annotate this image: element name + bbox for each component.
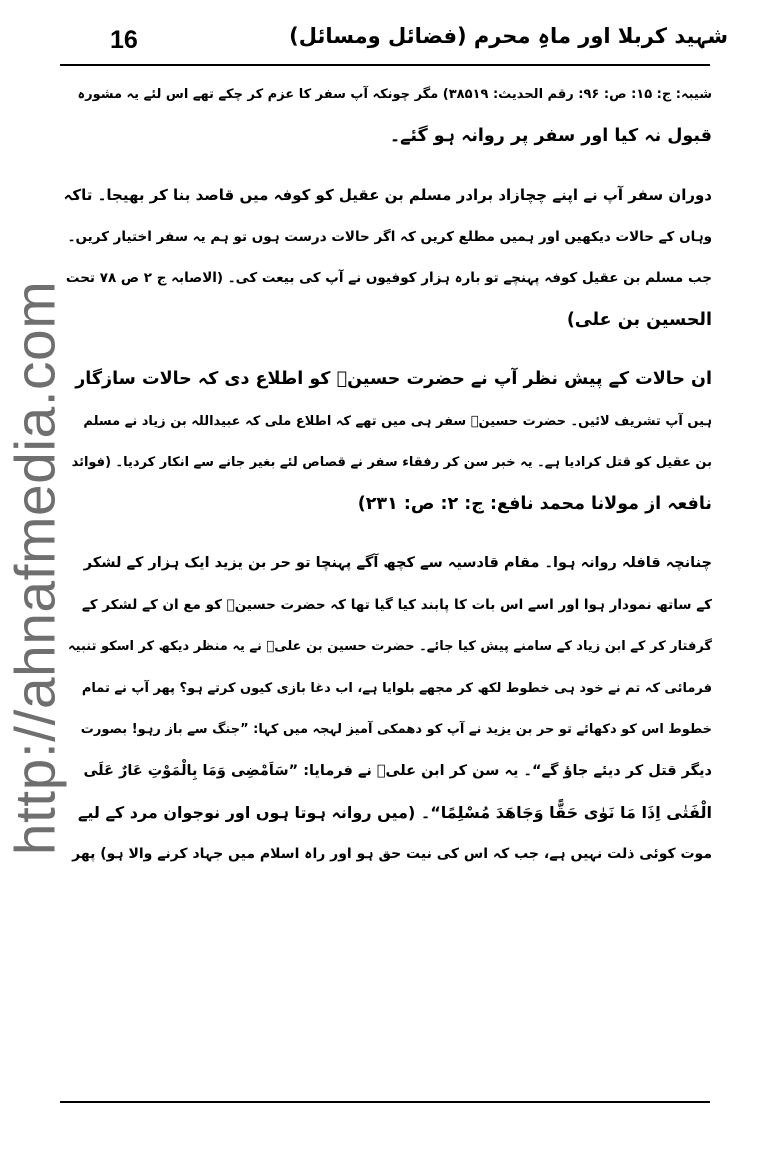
paragraph <box>64 74 712 157</box>
text-line: جب مسلم بن عقیل کوفہ پہنچے تو بارہ ہزار کوفیوں نے آپ کی بیعت کی۔ (الاصابہ ج ۲ ص ۷۸ تحت <box>65 270 712 286</box>
text-line: ہیں آپ تشریف لائیں۔ حضرت حسینؓ سفر ہی میں تھے کہ اطلاع ملی کہ عبیداللہ بن زیاد نے مسلم <box>83 413 712 429</box>
text-line: ان حالات کے پیش نظر آپ نے حضرت حسینؓ کو اطلاع دی کہ حالات سازگار <box>75 369 712 389</box>
page-body <box>64 74 712 875</box>
text-line: فرمائی کہ تم نے خود ہی خطوط لکھ کر مجھے بلوایا ہے، اب دغا بازی کیوں کرتے ہو؟ پھر آپ نے تمام <box>81 680 712 696</box>
text-line: قبول نہ کیا اور سفر پر روانہ ہو گئے۔ <box>389 125 712 146</box>
text-line: شیبہ: ج: ۱۵: ص: ۹۶: رقم الحدیث: ۳۸۵۱۹) مگر چونکہ آپ سفر کا عزم کر چکے تھے اس لئے یہ مشورہ <box>77 87 712 102</box>
watermark-text: http://ahnafmedia.com <box>3 280 67 856</box>
text-line: وہاں کے حالات دیکھیں اور ہمیں مطلع کریں کہ اگر حالات درست ہوں تو ہم یہ سفر اختیار کریں۔ <box>67 228 712 245</box>
text-line: دوران سفر آپ نے اپنے چچازاد برادر مسلم بن عقیل کو کوفہ میں قاصد بنا کر بھیجا۔ تاکہ <box>64 186 712 204</box>
text-line: دیگر قتل کر دیئے جاؤ گے“۔ یہ سن کر ابن علیؓ نے فرمایا: ”سَاَمْضِی وَمَا بِالْمَوْتِ عَارٌ عَلَی <box>83 762 712 779</box>
text-line: خطوط اس کو دکھائے تو حر بن یزید نے آپ کو دھمکی آمیز لہجہ میں کہا: ”جنگ سے باز رہو! بصورت <box>80 722 712 737</box>
text-line: موت کوئی ذلت نہیں ہے، جب کہ اس کی نیت حق ہو اور راہ اسلام میں جہاد کرنے والا ہو) پھر <box>72 845 712 862</box>
text-line: بن عقیل کو قتل کرادیا ہے۔ یہ خبر سن کر رفقاء سفر نے قصاص لئے بغیر جانے سے انکار کردیا۔ (فوائد <box>71 455 712 470</box>
text-line: الحسین بن علی) <box>566 309 712 330</box>
text-line: الْفَتٰی اِذَا مَا نَوٰی حَقًّا وَجَاھَدَ مُسْلِمًا“۔ (میں روانہ ہوتا ہوں اور نوجوان مرد کے لیے <box>78 803 712 822</box>
page-number: 16 <box>110 26 138 54</box>
paragraph <box>64 175 712 341</box>
text-line: نافعہ از مولانا محمد نافع: ج: ۲: ص: ۲۳۱) <box>357 493 712 514</box>
text-line: گرفتار کر کے ابن زیاد کے سامنے پیش کیا جائے۔ حضرت حسین بن علیؓ نے یہ منظر دیکھ کر اسکو تنبیہ <box>68 639 712 654</box>
text-line: چنانچہ قافلہ روانہ ہوا۔ مقام قادسیہ سے کچھ آگے پہنچا تو حر بن یزید ایک ہزار کے لشکر <box>83 555 712 571</box>
running-title: شہید کربلا اور ماہِ محرم (فضائل ومسائل) <box>289 24 728 48</box>
footer-rule <box>60 1101 710 1103</box>
header-rule <box>60 64 710 66</box>
paragraph <box>64 359 712 525</box>
text-line: کے ساتھ نمودار ہوا اور اسے اس بات کا پابند کیا گیا تھا کہ حضرت حسینؓ کو مع ان کے لشکر کے <box>81 596 712 613</box>
watermark <box>3 258 67 878</box>
paragraph <box>64 543 712 875</box>
